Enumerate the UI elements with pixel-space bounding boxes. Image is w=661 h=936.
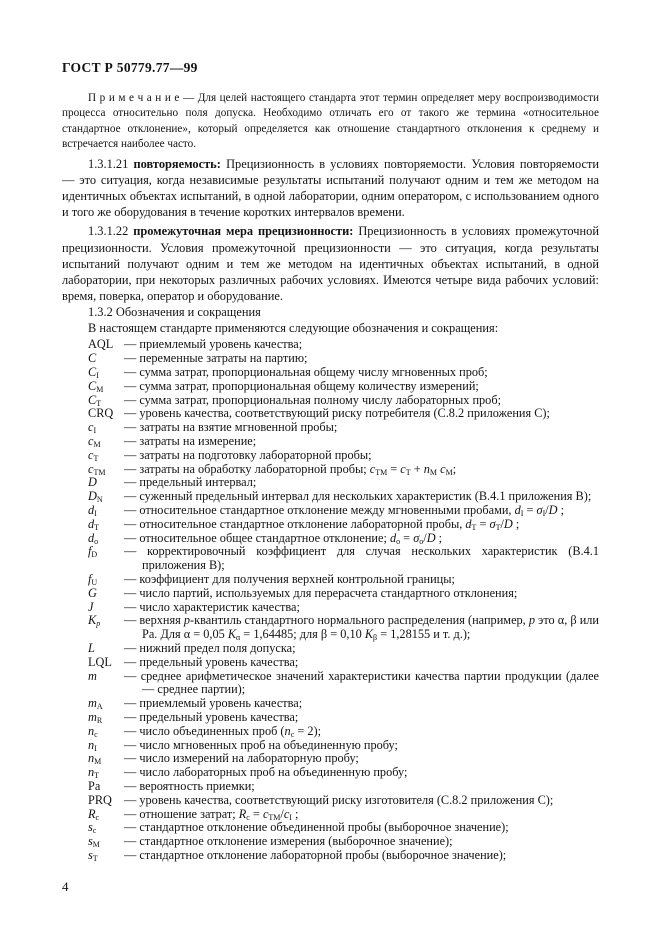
symbol-row [62,711,599,725]
symbol: Rc [88,806,100,822]
symbol-description: — нижний предел поля допуска; [124,640,296,655]
symbol-description: — число объединенных проб (nc = 2); [124,723,322,739]
symbol: cM [88,434,101,450]
clause-text: Прецизионность в условиях промежуточной прецизионности. Условия промежуточной прецизионности — это ситуация, когда результаты испытаний получают одним и тем же методом на идентичных объектах испытаний, в одной лаборатории, при некоторых различных рабочих условиях. Имеются четыре вида рабочих условий: время, поверка, оператор и оборудование. [62,224,599,304]
symbol-row [62,366,599,380]
symbol-row [62,780,599,794]
symbol: sc [88,820,97,836]
symbol-description: — уровень качества, соответствующий риску изготовителя (С.8.2 приложения С); [124,792,554,807]
symbol-row [62,601,599,615]
symbol-row [62,752,599,766]
symbol-row [62,766,599,780]
symbol-description: — приемлемый уровень качества; [124,337,303,352]
symbol: cTM [88,461,106,477]
note-paragraph [62,91,599,153]
symbol: AQL [88,337,114,352]
symbol-row [62,394,599,408]
symbol-row [62,380,599,394]
symbol-description: — приемлемый уровень качества; [124,696,303,711]
symbol-description: — стандартное отклонение лабораторной пробы (выборочное значение); [124,847,507,862]
symbol: CT [88,392,102,408]
note-label: П р и м е ч а н и е — [88,92,198,104]
symbol-row [62,808,599,822]
symbol-row [62,614,599,642]
symbol: CM [88,378,104,394]
symbol-description: — затраты на подготовку лабораторной пробы; [124,447,372,462]
symbol-description: — относительное стандартное отклонение между мгновенными пробами, dI = σI/D ; [124,503,565,519]
symbol-row [62,463,599,477]
symbol-description: — относительное общее стандартное отклонение; do = σo/D ; [124,530,443,546]
symbol-description: — коэффициент для получения верхней контрольной границы; [124,572,455,586]
symbol-row [62,821,599,835]
symbol-description: — предельный уровень качества; [124,709,299,724]
symbol-row [62,739,599,753]
symbol-description: — число характеристик качества; [124,599,300,614]
symbol-description: — корректировочный коэффициент для случая нескольких характеристик (В.4.1 приложения В); [124,544,599,573]
symbol-row [62,642,599,656]
symbol-description: — число измерений на лабораторную пробу; [124,751,359,766]
clause-number: 1.3.1.21 [88,156,129,171]
clause-text: Прецизионность в условиях повторяемости. Условия повторяемости — это ситуация, когда независимые результаты испытаний получают одним и тем же методом на идентичных объектах испытаний, в одной лаборатории, одним оператором, с использованием одного и того же оборудования в течение коротких интервалов времени. [62,156,599,220]
page-number: 4 [62,878,69,894]
clause-term: промежуточная мера прецизионности: [133,224,354,239]
symbol: LQL [88,654,112,669]
symbol: L [88,640,95,655]
symbol: C [88,351,97,366]
symbol-description: — среднее арифметическое значений характеристики качества партии продукции (далее — среднее партии); [124,668,599,697]
symbol: DN [88,489,103,505]
symbol: D [88,475,97,490]
symbol-description: — суженный предельный интервал для нескольких характеристик (В.4.1 приложения В); [124,489,592,504]
symbol: cT [88,447,99,463]
symbol: nI [88,737,97,753]
symbol-description: — число партий, используемых для перерасчета стандартного отклонения; [124,585,518,600]
symbol-row [62,518,599,532]
symbols-list [62,338,599,862]
symbol-row [62,725,599,739]
symbol-description: — вероятность приемки; [124,778,255,793]
symbol-row [62,421,599,435]
symbol-row [62,545,599,573]
symbol: nc [88,723,98,739]
symbol: dI [88,503,97,519]
paragraph-intermediate-precision [62,223,599,304]
symbol: fD [88,544,98,560]
symbol-row [62,573,599,587]
symbol-description: — предельный уровень качества; [124,654,299,669]
paragraph-repeatability [62,156,599,221]
symbol: fU [88,572,98,587]
symbol-row [62,504,599,518]
symbol-description: — затраты на взятие мгновенной пробы; [124,420,338,435]
symbol: Pa [88,778,101,793]
clause-term: повторяемость: [133,156,221,171]
symbol-description: — предельный интервал; [124,475,257,490]
symbol: cI [88,420,97,436]
symbol-row [62,490,599,504]
symbol-description: — сумма затрат, пропорциональная общему количеству измерений; [124,378,479,393]
symbol-row [62,449,599,463]
symbol: CRQ [88,406,114,421]
symbol: nM [88,751,102,767]
symbol: mA [88,696,103,712]
symbol-description: — верхняя p-квантиль стандартного нормального распределения (например, p это α, β или Ра. Для α = 0,05 Kα = 1,64485; для β = 0,10 Kβ = 1,28155 и т. д.); [124,613,600,643]
symbol-description: — затраты на измерение; [124,434,257,449]
symbol-description: — отношение затрат; Rc = cTM/cI ; [124,806,299,822]
symbol-row [62,670,599,698]
symbol-row [62,835,599,849]
symbol: Kp [88,613,101,629]
symbol-row [62,532,599,546]
symbol: PRQ [88,792,112,807]
section-intro: В настоящем стандарте применяются следующие обозначения и сокращения: [88,321,499,336]
symbol-row [62,435,599,449]
symbol: CI [88,365,99,381]
symbol-row [62,587,599,601]
symbol-row [62,407,599,421]
clause-number: 1.3.1.22 [88,224,129,239]
symbol-row [62,794,599,808]
symbol-description: — стандартное отклонение измерения (выборочное значение); [124,834,453,849]
note-text: Для целей настоящего стандарта этот термин определяет меру воспроизводимости процесса относительно поля допуска. Необходимо отличать его от такого же термина «относительное стандартное отклонение», который определяется как отношение стандартного отклонения к среднему и встречается наиболее часто. [62,92,599,151]
document-header-title: ГОСТ Р 50779.77—99 [62,60,198,75]
symbol-row [62,338,599,352]
symbol: J [88,599,94,614]
symbol-row [62,476,599,490]
symbol: dT [88,516,100,532]
symbol-description: — уровень качества, соответствующий риску потребителя (С.8.2 приложения С); [124,406,550,421]
symbol: mR [88,709,103,725]
symbol: m [88,668,97,683]
symbol: nT [88,765,100,781]
symbol-description: — сумма затрат, пропорциональная общему числу мгновенных проб; [124,365,488,380]
symbol: sM [88,834,100,850]
symbol-description: — переменные затраты на партию; [124,351,308,366]
symbol-row [62,352,599,366]
symbol-row [62,849,599,863]
symbol-description: — относительное стандартное отклонение лабораторной пробы, dT = σT/D ; [124,516,520,532]
symbol-description: — сумма затрат, пропорциональная полному числу лабораторных проб; [124,392,501,407]
symbol: sT [88,847,98,863]
section-heading: 1.3.2 Обозначения и сокращения [88,305,261,320]
symbol-row [62,697,599,711]
symbol: G [88,585,97,600]
symbol-description: — стандартное отклонение объединенной пробы (выборочное значение); [124,820,509,835]
symbol: do [88,530,99,546]
symbol-row [62,656,599,670]
symbol-description: — число лабораторных проб на объединенную пробу; [124,765,408,780]
symbol-description: — число мгновенных проб на объединенную пробу; [124,737,398,752]
symbol-description: — затраты на обработку лабораторной пробы; cTM = cT + nM cM; [124,461,457,477]
